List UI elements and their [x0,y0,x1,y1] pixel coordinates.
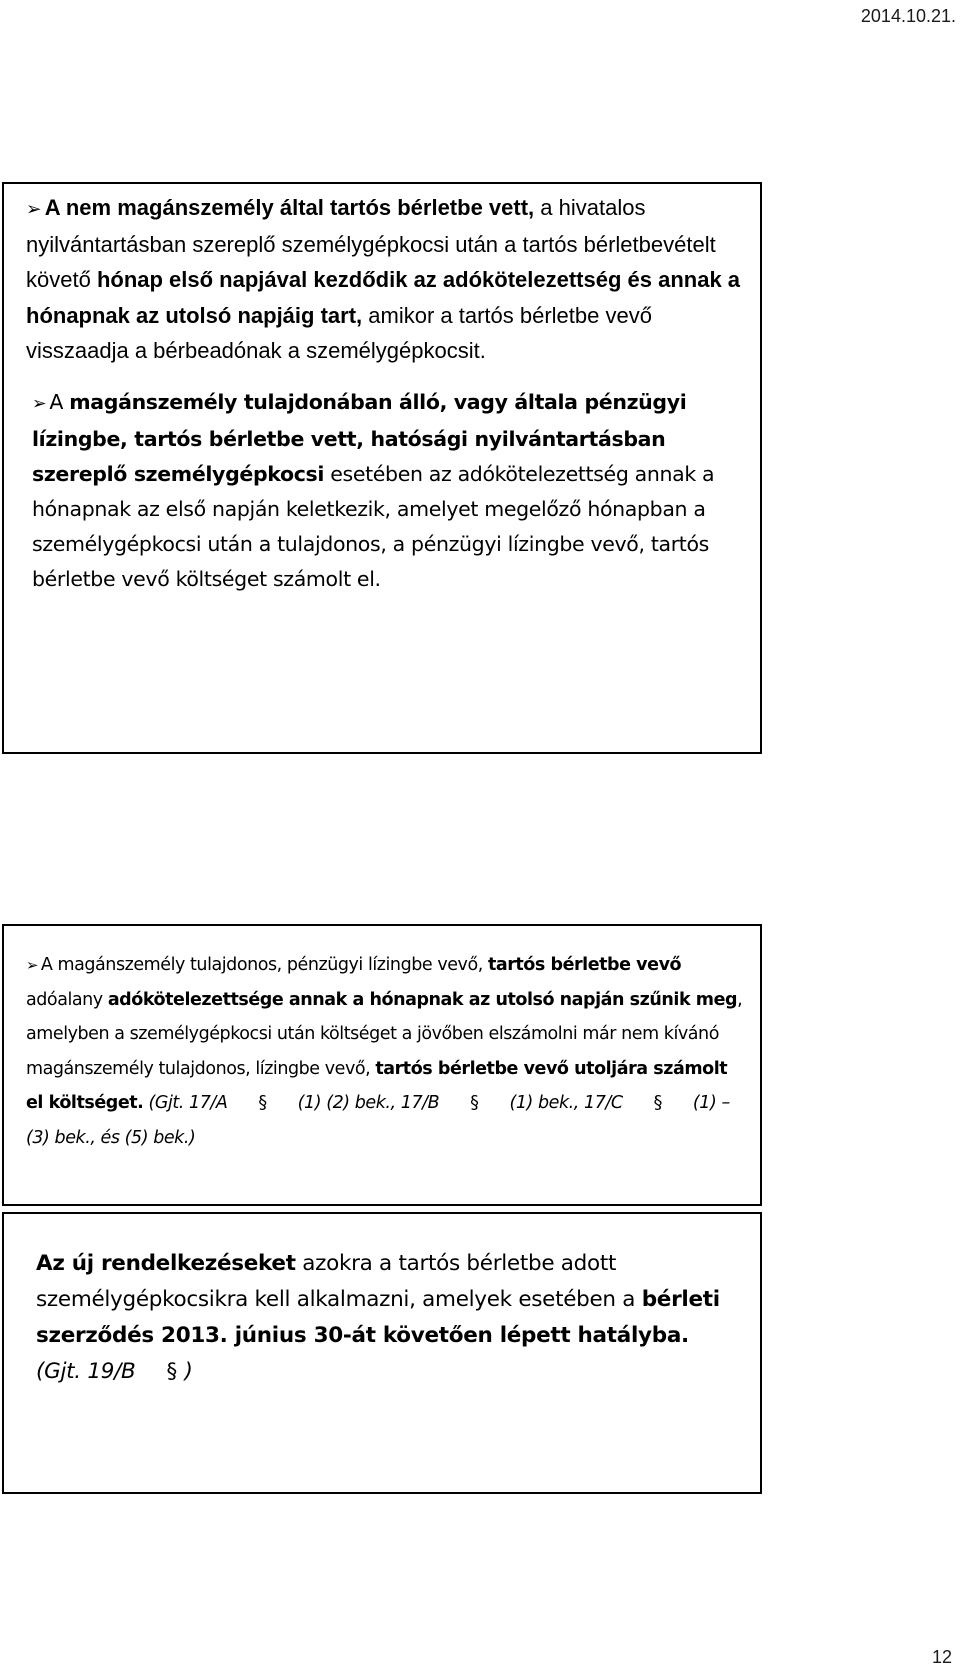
section-sign-icon: § [166,1359,177,1384]
page-number: 12 [931,1647,952,1667]
section-sign-icon: § [470,1093,479,1113]
slide-1-paragraph-1: ➢ A nem magánszemély által tartós bérletbe vett, a hivatalos nyilvántartásban szereplő személygépkocsi után a tartós bérletbevételt követő hónap első napjával kezdődik az adókötelezettség és annak a hónapnak az utolsó napjáig tart, amikor a tartós bérletbe vevő visszaadja a bérbeadónak a személygépkocsit. [26,190,746,369]
arrow-bullet-icon: ➢ [32,393,47,414]
slide-3 [2,1212,762,1494]
slide-2-paragraph: ➢ A magánszemély tulajdonos, pénzügyi lízingbe vevő, tartós bérletbe vevő adóalany adókötelezettsége annak a hónapnak az utolsó napján szűnik meg, amelyben a személygépkocsi után költséget a jövőben elszámolni már nem kívánó magánszemély tulajdonos, lízingbe vevő, tartós bérletbe vevő utoljára számolt el költséget. (Gjt. 17/A § (1) (2) bek., 17/B § (1) bek., 17/C § (1) – (3) bek., és (5) bek.) [26,948,746,1155]
slide-1 [2,182,762,754]
header-date: 2014.10.21. [860,6,956,26]
arrow-bullet-icon: ➢ [26,198,42,219]
arrow-bullet-icon: ➢ [26,956,39,974]
slide-1-paragraph-2: ➢ A magánszemély tulajdonában álló, vagy általa pénzügyi lízingbe, tartós bérletbe vett, hatósági nyilvántartásban szereplő személygépkocsi esetében az adókötelezettség annak a hónapnak az első napján keletkezik, amelyet megelőző hónapban a személygépkocsi után a tulajdonos, a pénzügyi lízingbe vevő, tartós bérletbe vevő költséget számolt el. [32,385,746,597]
slide-3-paragraph: Az új rendelkezéseket azokra a tartós bérletbe adott személygépkocsikra kell alkalmazni, amelyek esetében a bérleti szerződés 2013. június 30-át követően lépett hatályba. (Gjt. 19/B § ) [36,1246,746,1390]
slide-2 [2,924,762,1206]
section-sign-icon: § [258,1093,267,1113]
section-sign-icon: § [653,1093,662,1113]
